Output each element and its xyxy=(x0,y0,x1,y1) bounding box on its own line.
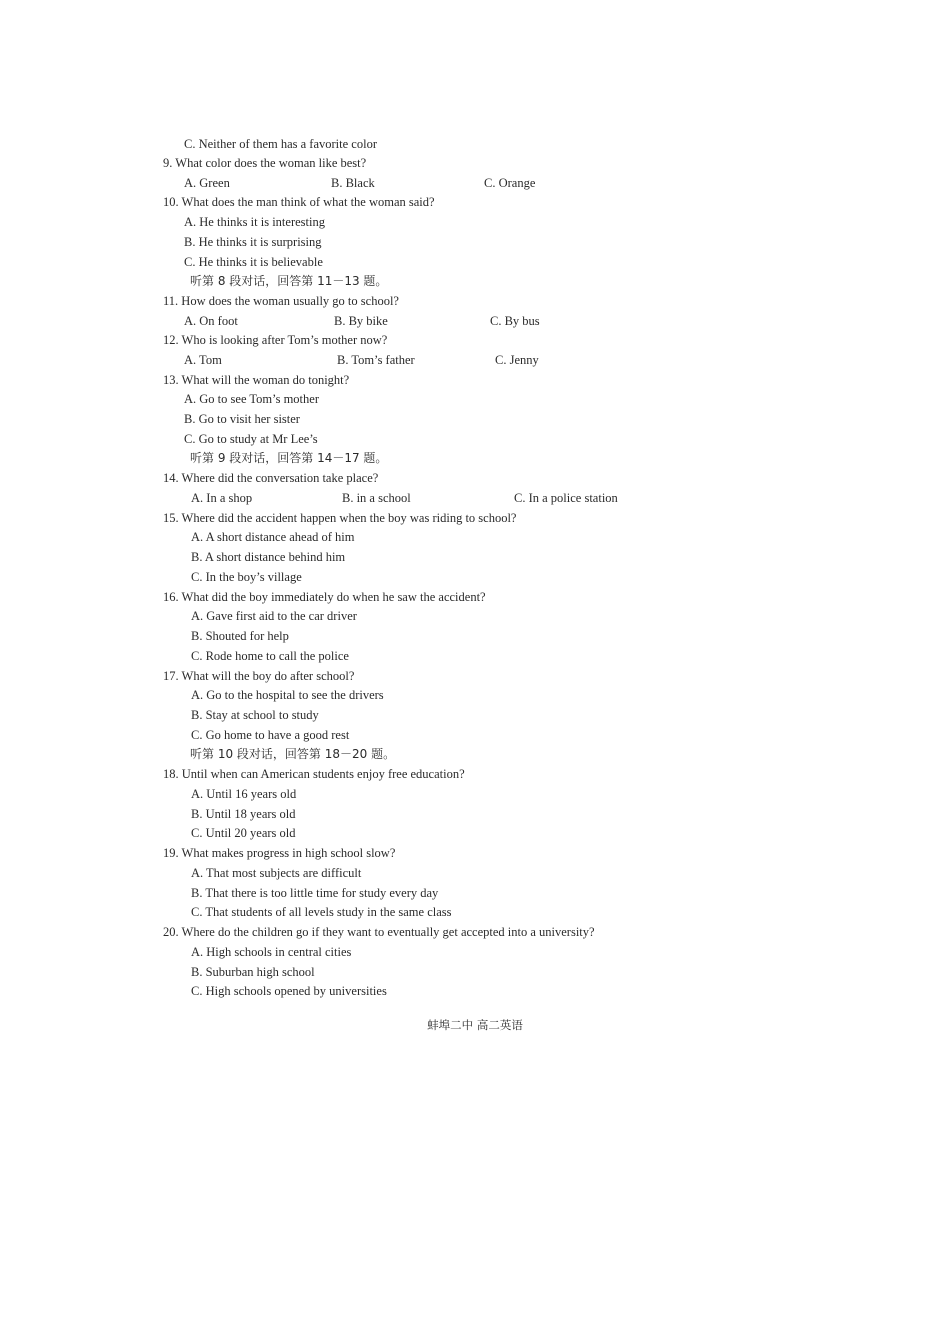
option-b: B. Black xyxy=(331,176,375,190)
question-20-option-c: C. High schools opened by universities xyxy=(191,984,387,998)
question-9: 9. What color does the woman like best? xyxy=(163,156,367,170)
question-18-option-c: C. Until 20 years old xyxy=(191,826,296,840)
question-16-option-b: B. Shouted for help xyxy=(191,629,289,643)
question-14: 14. Where did the conversation take place? xyxy=(163,471,379,485)
page-footer: 蚌埠二中 高二英语 xyxy=(427,1018,523,1032)
option-b: B. in a school xyxy=(342,491,411,505)
question-11: 11. How does the woman usually go to school? xyxy=(163,294,399,308)
question-15-option-a: A. A short distance ahead of him xyxy=(191,530,355,544)
option-a: A. Green xyxy=(184,176,230,190)
option-c: C. Jenny xyxy=(495,353,539,367)
question-19-option-b: B. That there is too little time for study every day xyxy=(191,886,439,900)
question-20-option-b: B. Suburban high school xyxy=(191,965,315,979)
question-9-options xyxy=(0,175,950,191)
question-14-options xyxy=(0,490,950,506)
question-17-option-c: C. Go home to have a good rest xyxy=(191,728,350,742)
question-19-option-c: C. That students of all levels study in the same class xyxy=(191,905,452,919)
question-13-option-b: B. Go to visit her sister xyxy=(184,412,300,426)
option-c: C. By bus xyxy=(490,314,540,328)
option-a: A. Tom xyxy=(184,353,222,367)
question-13: 13. What will the woman do tonight? xyxy=(163,373,350,387)
question-19: 19. What makes progress in high school slow? xyxy=(163,846,396,860)
question-20-option-a: A. High schools in central cities xyxy=(191,945,352,959)
question-16-option-c: C. Rode home to call the police xyxy=(191,649,349,663)
question-12: 12. Who is looking after Tom’s mother now? xyxy=(163,333,388,347)
question-19-option-a: A. That most subjects are difficult xyxy=(191,866,362,880)
question-15-option-b: B. A short distance behind him xyxy=(191,550,346,564)
option-a: A. On foot xyxy=(184,314,238,328)
question-17: 17. What will the boy do after school? xyxy=(163,669,355,683)
question-18-option-b: B. Until 18 years old xyxy=(191,807,296,821)
question-13-option-c: C. Go to study at Mr Lee’s xyxy=(184,432,318,446)
question-17-option-b: B. Stay at school to study xyxy=(191,708,319,722)
question-10-option-b: B. He thinks it is surprising xyxy=(184,235,322,249)
option-b: B. By bike xyxy=(334,314,388,328)
section-9-instruction: 听第 9 段对话，回答第 14－17 题。 xyxy=(190,451,388,465)
question-10-option-a: A. He thinks it is interesting xyxy=(184,215,325,229)
section-8-instruction: 听第 8 段对话，回答第 11－13 题。 xyxy=(190,274,388,288)
question-10: 10. What does the man think of what the woman said? xyxy=(163,195,435,209)
question-17-option-a: A. Go to the hospital to see the drivers xyxy=(191,688,384,702)
question-16-option-a: A. Gave first aid to the car driver xyxy=(191,609,357,623)
question-13-option-a: A. Go to see Tom’s mother xyxy=(184,392,319,406)
section-10-instruction: 听第 10 段对话，回答第 18－20 题。 xyxy=(190,747,396,761)
question-18: 18. Until when can American students enjoy free education? xyxy=(163,767,465,781)
question-15: 15. Where did the accident happen when the boy was riding to school? xyxy=(163,511,517,525)
question-11-options xyxy=(0,313,950,329)
option-c: C. In a police station xyxy=(514,491,618,505)
question-15-option-c: C. In the boy’s village xyxy=(191,570,302,584)
question-16: 16. What did the boy immediately do when he saw the accident? xyxy=(163,590,486,604)
question-18-option-a: A. Until 16 years old xyxy=(191,787,297,801)
question-10-option-c: C. He thinks it is believable xyxy=(184,255,323,269)
option-a: A. In a shop xyxy=(191,491,253,505)
question-20: 20. Where do the children go if they want to eventually get accepted into a university? xyxy=(163,925,595,939)
option-b: B. Tom’s father xyxy=(337,353,415,367)
option-c: C. Orange xyxy=(484,176,536,190)
question-12-options xyxy=(0,352,950,368)
question-8-option-c: C. Neither of them has a favorite color xyxy=(184,137,377,151)
